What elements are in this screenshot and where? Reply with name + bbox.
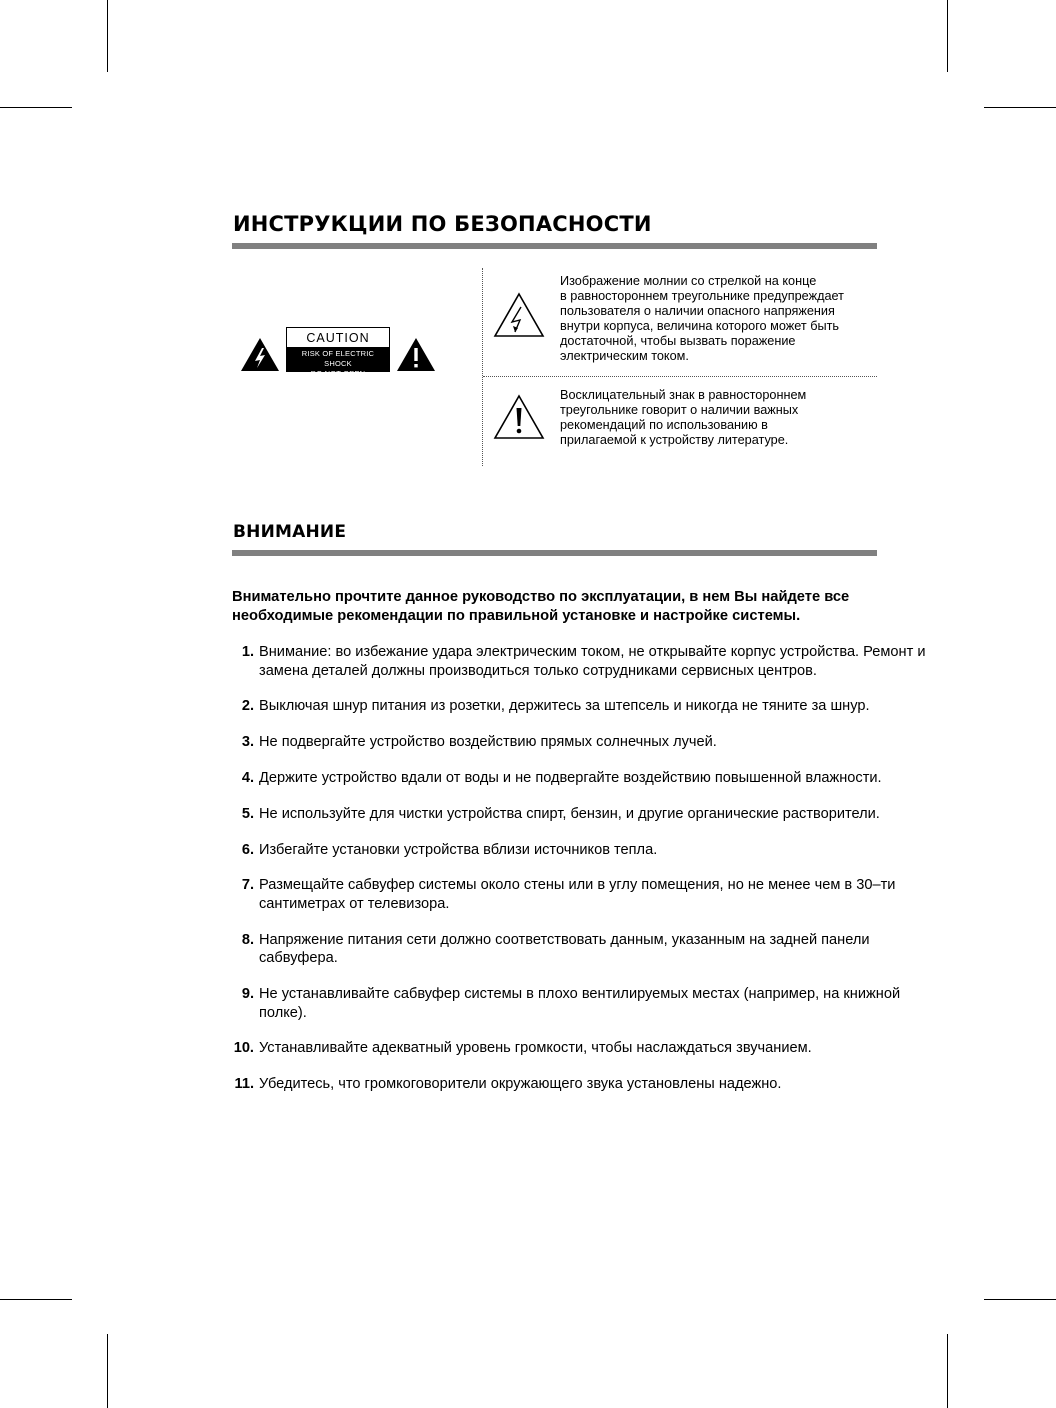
exclamation-triangle-icon bbox=[396, 337, 436, 372]
item-text: Не подвергайте устройство воздействию прямых солнечных лучей. bbox=[259, 734, 717, 751]
list-item bbox=[230, 1039, 930, 1058]
item-text: Выключая шнур питания из розетки, держитесь за штепсель и никогда не тяните за шнур. bbox=[259, 698, 870, 715]
safety-section-title: ИНСТРУКЦИИ ПО БЕЗОПАСНОСТИ bbox=[233, 212, 652, 236]
symbols-vertical-divider bbox=[482, 268, 483, 466]
item-text: Избегайте установки устройства вблизи источников тепла. bbox=[259, 841, 658, 858]
lightning-description-line: внутри корпуса, величина которого может быть bbox=[560, 318, 840, 333]
list-item bbox=[230, 985, 930, 1022]
item-number: 3. bbox=[241, 734, 254, 751]
lightning-description-line: Изображение молнии со стрелкой на конце bbox=[560, 274, 817, 288]
item-text: Внимание: во избежание удара электрическим током, не открывайте корпус устройства. Ремонт и замена деталей должны производиться только сотрудниками сервисных центров. bbox=[259, 644, 926, 679]
list-item bbox=[230, 697, 930, 716]
safety-instructions-list bbox=[230, 643, 930, 1111]
crop-mark-bottom-left-horizontal bbox=[0, 1299, 72, 1300]
item-number: 2. bbox=[241, 698, 254, 715]
list-item bbox=[230, 769, 930, 788]
attention-intro: Внимательно прочтите данное руководство по эксплуатации, в нем Вы найдете все необходимые рекомендации по правильной установке и настройке системы. bbox=[232, 589, 850, 624]
exclamation-symbol-description bbox=[560, 388, 806, 448]
crop-mark-top-right-vertical bbox=[947, 0, 948, 72]
list-item bbox=[230, 931, 930, 968]
list-item bbox=[230, 733, 930, 752]
item-text: Не используйте для чистки устройства спирт, бензин, и другие органические растворители. bbox=[259, 805, 880, 822]
lightning-description-line: электрическим током. bbox=[560, 348, 689, 363]
crop-mark-bottom-left-vertical bbox=[107, 1334, 108, 1408]
lightning-description-line: в равностороннем треугольнике предупреждает bbox=[560, 288, 844, 303]
caution-box bbox=[286, 327, 390, 378]
exclamation-description-line: рекомендаций по использованию в bbox=[560, 417, 768, 432]
lightning-description-line: достаточной, чтобы вызвать поражение bbox=[560, 333, 796, 348]
item-number: 9. bbox=[241, 986, 254, 1003]
crop-mark-top-left-vertical bbox=[107, 0, 108, 72]
list-item bbox=[230, 841, 930, 860]
crop-mark-bottom-right-horizontal bbox=[984, 1299, 1056, 1300]
item-text: Держите устройство вдали от воды и не подвергайте воздействию повышенной влажности. bbox=[259, 769, 882, 786]
item-number: 1. bbox=[241, 644, 254, 660]
caution-warning-band bbox=[287, 347, 389, 378]
exclamation-description-line: треугольнике говорит о наличии важных bbox=[560, 402, 799, 417]
lightning-symbol-description bbox=[560, 274, 844, 363]
item-number: 10. bbox=[233, 1040, 254, 1057]
crop-mark-bottom-right-vertical bbox=[947, 1334, 948, 1408]
attention-title-rule bbox=[232, 550, 877, 556]
item-text: Убедитесь, что громкоговорители окружающего звука установлены надежно. bbox=[259, 1076, 782, 1093]
item-number: 4. bbox=[241, 769, 254, 786]
safety-title-rule bbox=[232, 243, 877, 249]
caution-risk-text: RISK OF ELECTRIC SHOCK bbox=[301, 349, 375, 368]
exclamation-description-line: Восклицательный знак в равностороннем bbox=[560, 388, 807, 402]
lightning-warning-icon bbox=[493, 292, 545, 338]
item-number: 11. bbox=[234, 1076, 254, 1093]
lightning-description-line: пользователя о наличии опасного напряжения bbox=[560, 303, 835, 318]
list-item bbox=[230, 805, 930, 824]
attention-section-title: ВНИМАНИЕ bbox=[233, 522, 347, 542]
symbols-horizontal-divider bbox=[483, 376, 877, 377]
item-text: Напряжение питания сети должно соответствовать данным, указанным на задней панели сабвуфера. bbox=[259, 931, 870, 967]
item-number: 6. bbox=[241, 841, 254, 858]
item-number: 8. bbox=[241, 931, 254, 948]
caution-label-graphic bbox=[240, 327, 440, 378]
list-item bbox=[230, 643, 930, 680]
item-text: Устанавливайте адекватный уровень громкости, чтобы наслаждаться звучанием. bbox=[259, 1040, 812, 1057]
item-text: Размещайте сабвуфер системы около стены или в углу помещения, но не менее чем в 30–ти сантиметрах от телевизора. bbox=[259, 877, 896, 912]
list-item bbox=[230, 1075, 930, 1094]
caution-word: CAUTION bbox=[306, 331, 370, 345]
crop-mark-top-left-horizontal bbox=[0, 107, 72, 108]
lightning-triangle-icon bbox=[240, 337, 280, 372]
crop-mark-top-right-horizontal bbox=[984, 107, 1056, 108]
caution-do-not-open-text: DO NOT OPEN bbox=[310, 369, 366, 378]
exclamation-warning-icon bbox=[493, 394, 545, 440]
exclamation-description-line: прилагаемой к устройству литературе. bbox=[560, 432, 789, 447]
item-number: 7. bbox=[241, 877, 254, 894]
item-text: Не устанавливайте сабвуфер системы в плохо вентилируемых местах (например, на книжной полке). bbox=[259, 986, 901, 1021]
list-item bbox=[230, 876, 930, 913]
item-number: 5. bbox=[241, 805, 254, 822]
